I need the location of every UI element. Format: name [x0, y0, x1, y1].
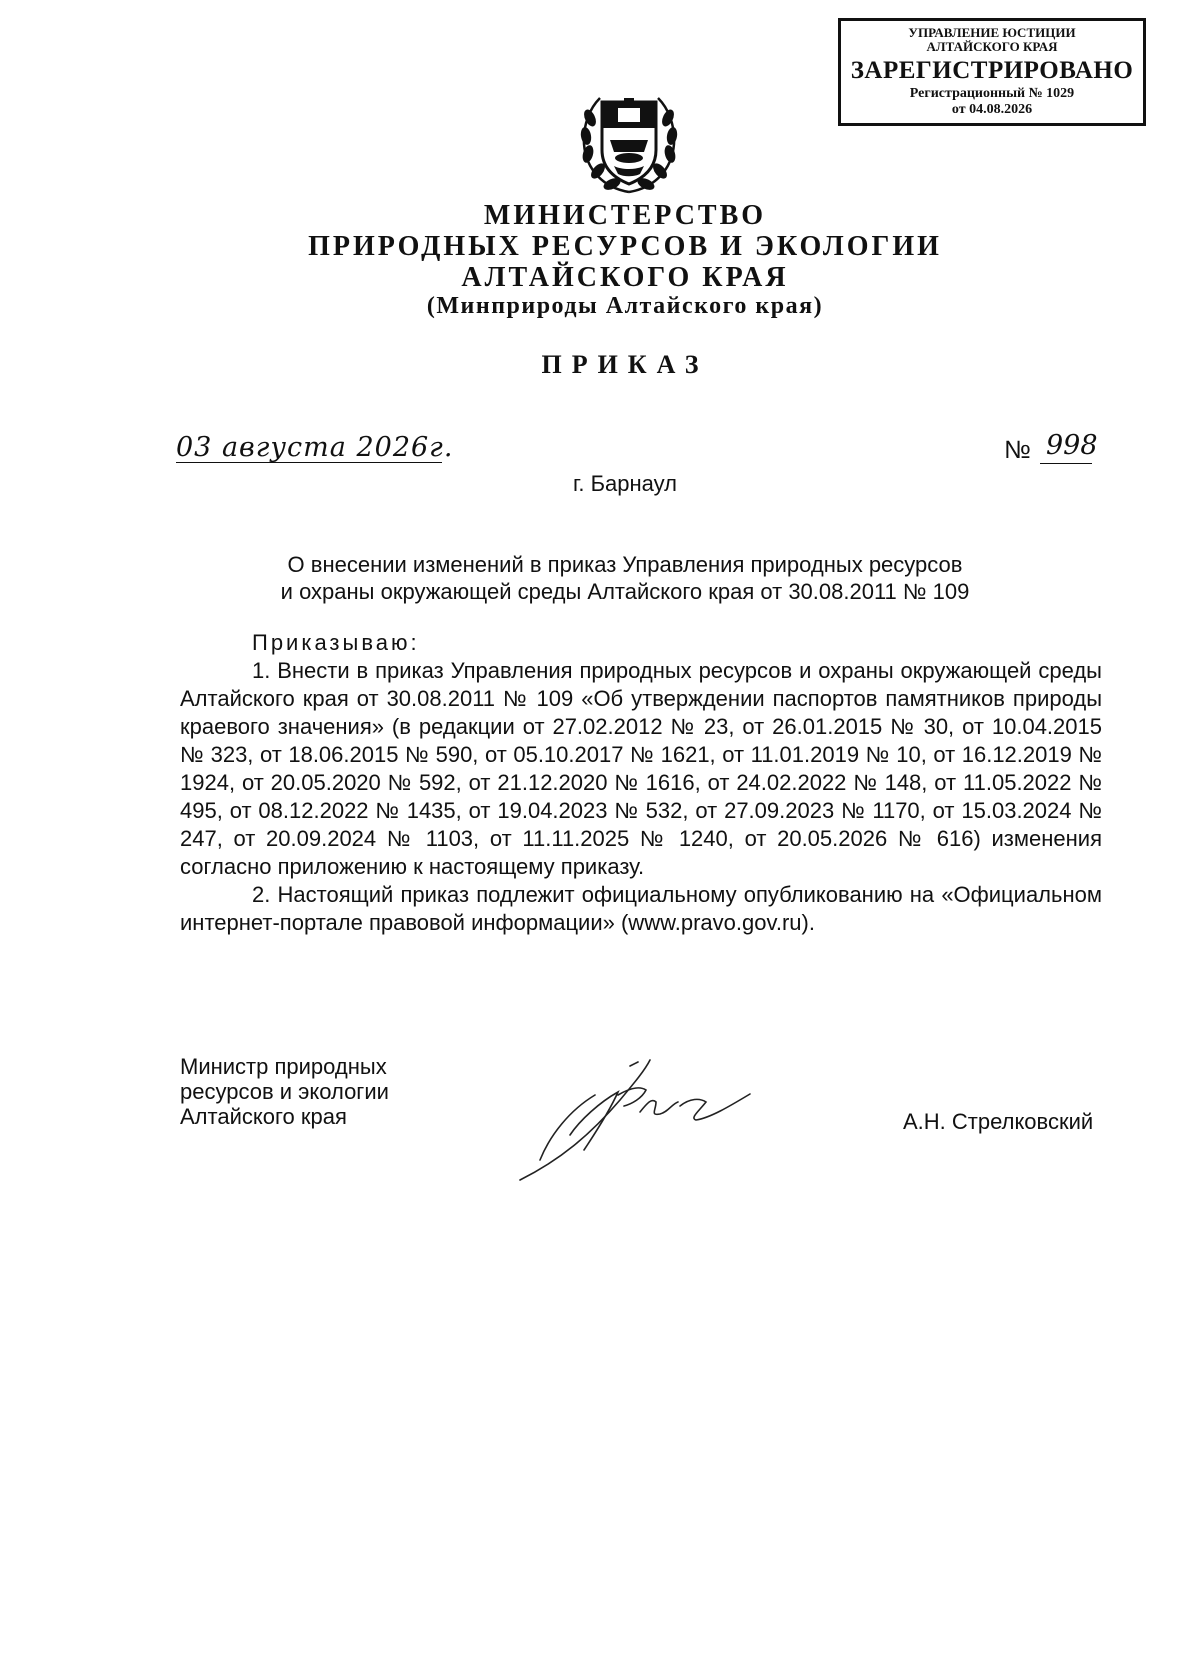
signatory-name: А.Н. Стрелковский	[903, 1109, 1094, 1134]
stamp-reg-date: от 04.08.2026	[951, 102, 1033, 117]
stamp-reg-number: Регистрационный № 1029	[909, 86, 1075, 101]
document-number: 998	[1046, 430, 1098, 461]
document-subject	[0, 551, 1200, 605]
city: г. Барнаул	[573, 471, 677, 496]
altai-krai-coat-of-arms-icon	[574, 84, 684, 198]
subject-line1: О внесении изменений в приказ Управления природных ресурсов	[287, 552, 963, 577]
order-verb: Приказываю:	[252, 630, 420, 655]
number-underline	[1040, 463, 1092, 464]
ministry-title-line1: МИНИСТЕРСТВО	[483, 200, 767, 231]
document-date: 03 августа 2026г.	[176, 432, 454, 463]
subject-line2: и охраны окружающей среды Алтайского края от 30.08.2011 № 109	[280, 579, 970, 604]
signatory-position-line1: Министр природных	[180, 1054, 387, 1079]
signatory-position-line3: Алтайского края	[180, 1104, 347, 1129]
ministry-short-name: (Минприроды Алтайского края)	[426, 293, 824, 319]
number-label: №	[1004, 436, 1031, 464]
handwritten-signature	[500, 1040, 780, 1190]
order-item-1: 1. Внести в приказ Управления природных ресурсов и охраны окружающей среды Алтайского края от 30.08.2011 № 109 «Об утверждении паспортов памятников природы краевого значения» (в редакции от 27.02.2012 № 23, от 26.01.2015 № 30, от 10.04.2015 № 323, от 18.06.2015 № 590, от 05.10.2017 № 1621, от 11.01.2019 № 10, от 16.12.2019 № 1924, от 20.05.2020 № 592, от 21.12.2020 № 1616, от 24.02.2022 № 148, от 11.05.2022 № 495, от 08.12.2022 № 1435, от 19.04.2023 № 532, от 27.09.2023 № 1170, от 15.03.2024 № 247, от 20.09.2024 № 1103, от 11.11.2025 № 1240, от 20.05.2026 № 616) изменения согласно приложению к настоящему приказу.	[180, 658, 1102, 879]
stamp-authority-line1: УПРАВЛЕНИЕ ЮСТИЦИИ	[908, 25, 1076, 40]
order-item-2: 2. Настоящий приказ подлежит официальному опубликованию на «Официальном интернет-портале правовой информации» (www.pravo.gov.ru).	[180, 882, 1102, 935]
signatory-position	[180, 1054, 389, 1129]
signatory-position-line2: ресурсов и экологии	[180, 1079, 389, 1104]
date-underline	[176, 462, 442, 463]
registration-stamp	[838, 18, 1146, 126]
ministry-title-line3: АЛТАЙСКОГО КРАЯ	[461, 262, 789, 293]
document-type: ПРИКАЗ	[541, 350, 709, 379]
ministry-title-line2: ПРИРОДНЫХ РЕСУРСОВ И ЭКОЛОГИИ	[308, 231, 942, 262]
stamp-status: ЗАРЕГИСТРИРОВАНО	[850, 57, 1134, 84]
stamp-authority-line2: АЛТАЙСКОГО КРАЯ	[926, 39, 1058, 54]
document-body	[180, 629, 1102, 937]
